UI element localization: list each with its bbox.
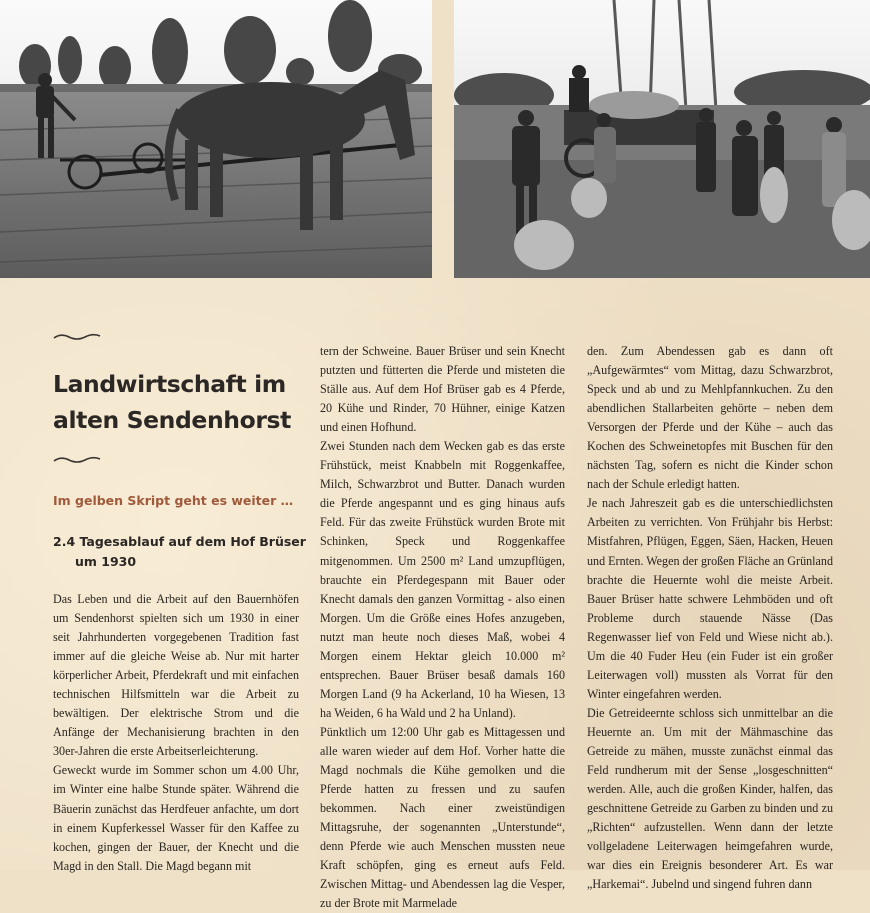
paragraph: Die Getreideernte schloss sich unmittelbar an die Heuernte an. Um mit der Mähmaschine das Getreide zu mähen, musste zunächst einmal das Feld rundherum mit der Sense „losgeschnitten“ werden. Alle, auch die großen Kinder, halfen, das geschnittene Getreide zu Garben zu binden und zu „Richten“ aufzustellen. Wenn dann der letzte vollgeladene Leiterwagen heimgefahren wurde, war dies ein Ereignis besonderer Art. Es war „Harkemai“. Jubelnd und singend fuhren dann: [587, 705, 833, 892]
harvest-group-illustration: [454, 0, 870, 278]
text-column-2: [320, 342, 565, 913]
paragraph: Pünktlich um 12:00 Uhr gab es Mittagessen und alle waren wieder auf dem Hof. Vorher hatte die Magd nochmals die Kühe gemolken und die Pferde hatten zu fressen und zu saufen bekommen. Nach einer zweistündigen Mittagsruhe, der sogenannten „Unterstunde“, denn Pferde wie auch Menschen mussten neue Kraft schöpfen, ging es erneut aufs Feld. Zwischen Mittag- und Abendessen lag die Vesper, zu der Brote mit Marmelade: [320, 724, 565, 911]
decorative-squiggle: [53, 332, 101, 342]
horse-plough-illustration: [0, 0, 432, 278]
paragraph: Geweckt wurde im Sommer schon um 4.00 Uhr, im Winter eine halbe Stunde später. Während die Bäuerin zunächst das Herdfeuer anfachte, um dort in einem Kupferkessel Wasser für den Kaffee zu kochen, gingen der Bauer, der Knecht und die Magd in den Stall. Die Magd begann mit: [53, 763, 299, 873]
text-column-3: [587, 342, 833, 894]
paragraph: tern der Schweine. Bauer Brüser und sein Knecht putzten und fütterten die Pferde und misteten die Ställe aus. Auf dem Hof Brüser gab es 4 Pferde, 20 Kühe und Rinder, 70 Hühner, einige Katzen und einen Hofhund.: [320, 344, 565, 435]
section-kicker: Im gelben Skript geht es weiter …: [53, 493, 294, 508]
paragraph: Das Leben und die Arbeit auf den Bauernhöfen um Sendenhorst spielten sich um 1930 in einer seit Jahrhunderten vorgegebenen Tradition fast immer auf die gleiche Weise ab. Nur mit harter körperlicher Arbeit, Pferdekraft und mit einfachen technischen Hilfsmitteln war die Arbeit zu bewältigen. Der elektrische Strom und die Anfänge der Mechanisierung brachten in den 30er-Jahren die erste Arbeitserleichterung.: [53, 592, 299, 759]
page-title: Landwirtschaft im alten Sendenhorst: [53, 370, 291, 434]
text-column-1: [53, 590, 299, 876]
horse-plough-photo: [0, 0, 432, 278]
paragraph: den. Zum Abendessen gab es dann oft „Aufgewärmtes“ vom Mittag, dazu Schwarzbrot, Speck und ab und zu Mehlpfannkuchen. Zu den abendlichen Stallarbeiten gehörte – neben dem Versorgen der Pferde und der Kühe – auch das Kochen des Schweinetopfes mit Buschen für den nächsten Tag, sofern es nicht die Kinder schon nach der Schule erledigt hatten.: [587, 344, 833, 492]
harvest-group-photo: [454, 0, 870, 278]
decorative-squiggle: [53, 455, 101, 465]
section-subheading: 2.4 Tagesablauf auf dem Hof Brüser um 1930: [53, 534, 306, 569]
paragraph: Zwei Stunden nach dem Wecken gab es das erste Frühstück, meist Knabbeln mit Roggenkaffee, Milch, Schwarzbrot und Butter. Danach wurden die Pferde angespannt und es ging hinaus aufs Feld. Für das zweite Frühstück wurden Brote mit Schinken, Speck und Roggenkaffee mitgenommen. Um 2500 m² Land umzupflügen, brauchte ein Pferdegespann mit Bauer oder Knecht damals den ganzen Vormittag - also einen Morgen. Um die Größe eines Hofes anzugeben, nutzt man heute noch dieses Maß, wobei 4 Morgen einem Hektar gleich 10.000 m² entsprechen. Bauer Brüser besaß damals 160 Morgen Land (9 ha Ackerland, 10 ha Wiesen, 13 ha Weiden, 6 ha Wald und 2 ha Unland).: [320, 439, 565, 720]
paragraph: Je nach Jahreszeit gab es die unterschiedlichsten Arbeiten zu verrichten. Von Frühjahr bis Herbst: Mistfahren, Pflügen, Eggen, Säen, Hacken, Heuen und Ernten. Wegen der großen Fläche an Grünland brachte die Heuernte wohl die meiste Arbeit. Bauer Brüser hatte schwere Lehmböden und oft Probleme durch stauende Nässe (Das Regenwasser lief von Feld und Wiese nicht ab.). Um die 40 Fuder Heu (ein Fuder ist ein großer Leiterwagen voll) mussten als Vorrat für den Winter eingefahren werden.: [587, 496, 833, 701]
